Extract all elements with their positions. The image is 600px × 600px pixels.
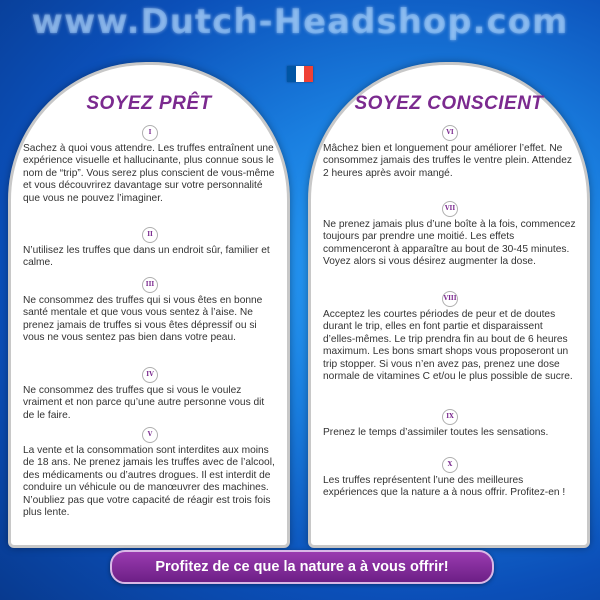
numeral-badge: VII <box>442 201 458 217</box>
item-text: Ne consommez des truffes que si vous le voulez vraiment et non parce qu’une autre personne vous dit de le faire. <box>23 385 265 421</box>
item-text: Acceptez les courtes périodes de peur et de doutes durant le trip, elles en font partie et disparaissent d’elles-mêmes. Le trip prendra fin au bout de 6 heures maximum. Les bons smart shops vous proposeront un trip stopper. Si vous n’en avez pas, prenez une dose normale de vitamines C et/ou le plus possible de sucre. <box>323 309 573 383</box>
item-text: Ne consommez des truffes qui si vous êtes en bonne santé mentale et que vous vous sentez à l’aise. Ne prenez jamais de truffes si vous êtes dépressif ou si vous ne vous sentez pas bien dans votre peau. <box>23 295 263 344</box>
numeral-badge: II <box>142 227 158 243</box>
item-text: Sachez à quoi vous attendre. Les truffes entraînent une expérience visuelle et hallucinante, plus connue sous le nom de “trip”. Vous serez plus conscient de vous-même et vous découvrirez davantage sur votre personnalité que vous ne pouvez l’imaginer. <box>23 143 275 204</box>
item-text: Prenez le temps d’assimiler toutes les sensations. <box>323 427 549 438</box>
list-item <box>323 125 577 180</box>
item-text: Ne prenez jamais plus d’une boîte à la fois, commencez toujours par prendre une moitié. Les effets commenceront à apparaître au bout de 30-45 minutes. Voyez alors si vous désirez augmenter la dose. <box>323 219 576 268</box>
list-item <box>23 427 277 519</box>
numeral-badge: III <box>142 277 158 293</box>
footer-banner: Profitez de ce que la nature a à vous offrir! <box>110 550 494 584</box>
numeral-badge: I <box>142 125 158 141</box>
list-item <box>323 201 577 269</box>
right-title: SOYEZ CONSCIENT <box>354 93 544 114</box>
list-item <box>23 277 277 345</box>
list-item <box>323 409 577 439</box>
numeral-badge: IV <box>142 367 158 383</box>
item-text: N’utilisez les truffes que dans un endroit sûr, familier et calme. <box>23 245 270 269</box>
left-title: SOYEZ PRÊT <box>86 93 212 114</box>
numeral-badge: VIII <box>442 291 458 307</box>
right-tablet <box>308 62 590 548</box>
left-tablet <box>8 62 290 548</box>
numeral-badge: V <box>142 427 158 443</box>
list-item <box>323 291 577 383</box>
numeral-badge: VI <box>442 125 458 141</box>
numeral-badge: X <box>442 457 458 473</box>
list-item <box>23 227 277 270</box>
list-item <box>23 125 277 205</box>
item-text: La vente et la consommation sont interdites aux moins de 18 ans. Ne prenez jamais les truffes avec de l’alcool, des médicaments ou d’autres drogues. Il est interdit de conduire un véhicule ou de manœuvrer des machines. N’oubliez pas que votre capacité de réagir est trois fois plus lente. <box>23 445 275 519</box>
list-item <box>23 367 277 422</box>
item-text: Mâchez bien et longuement pour améliorer l’effet. Ne consommez jamais des truffes le ventre plein. Attendez 2 heures après avoir mangé. <box>323 143 572 179</box>
item-text: Les truffes représentent l’une des meilleures expériences que la nature a à nous offrir. Profitez-en ! <box>323 475 566 499</box>
numeral-badge: IX <box>442 409 458 425</box>
watermark: www.Dutch-Headshop.com <box>31 2 569 42</box>
list-item <box>323 457 577 500</box>
france-flag-icon <box>287 66 313 82</box>
